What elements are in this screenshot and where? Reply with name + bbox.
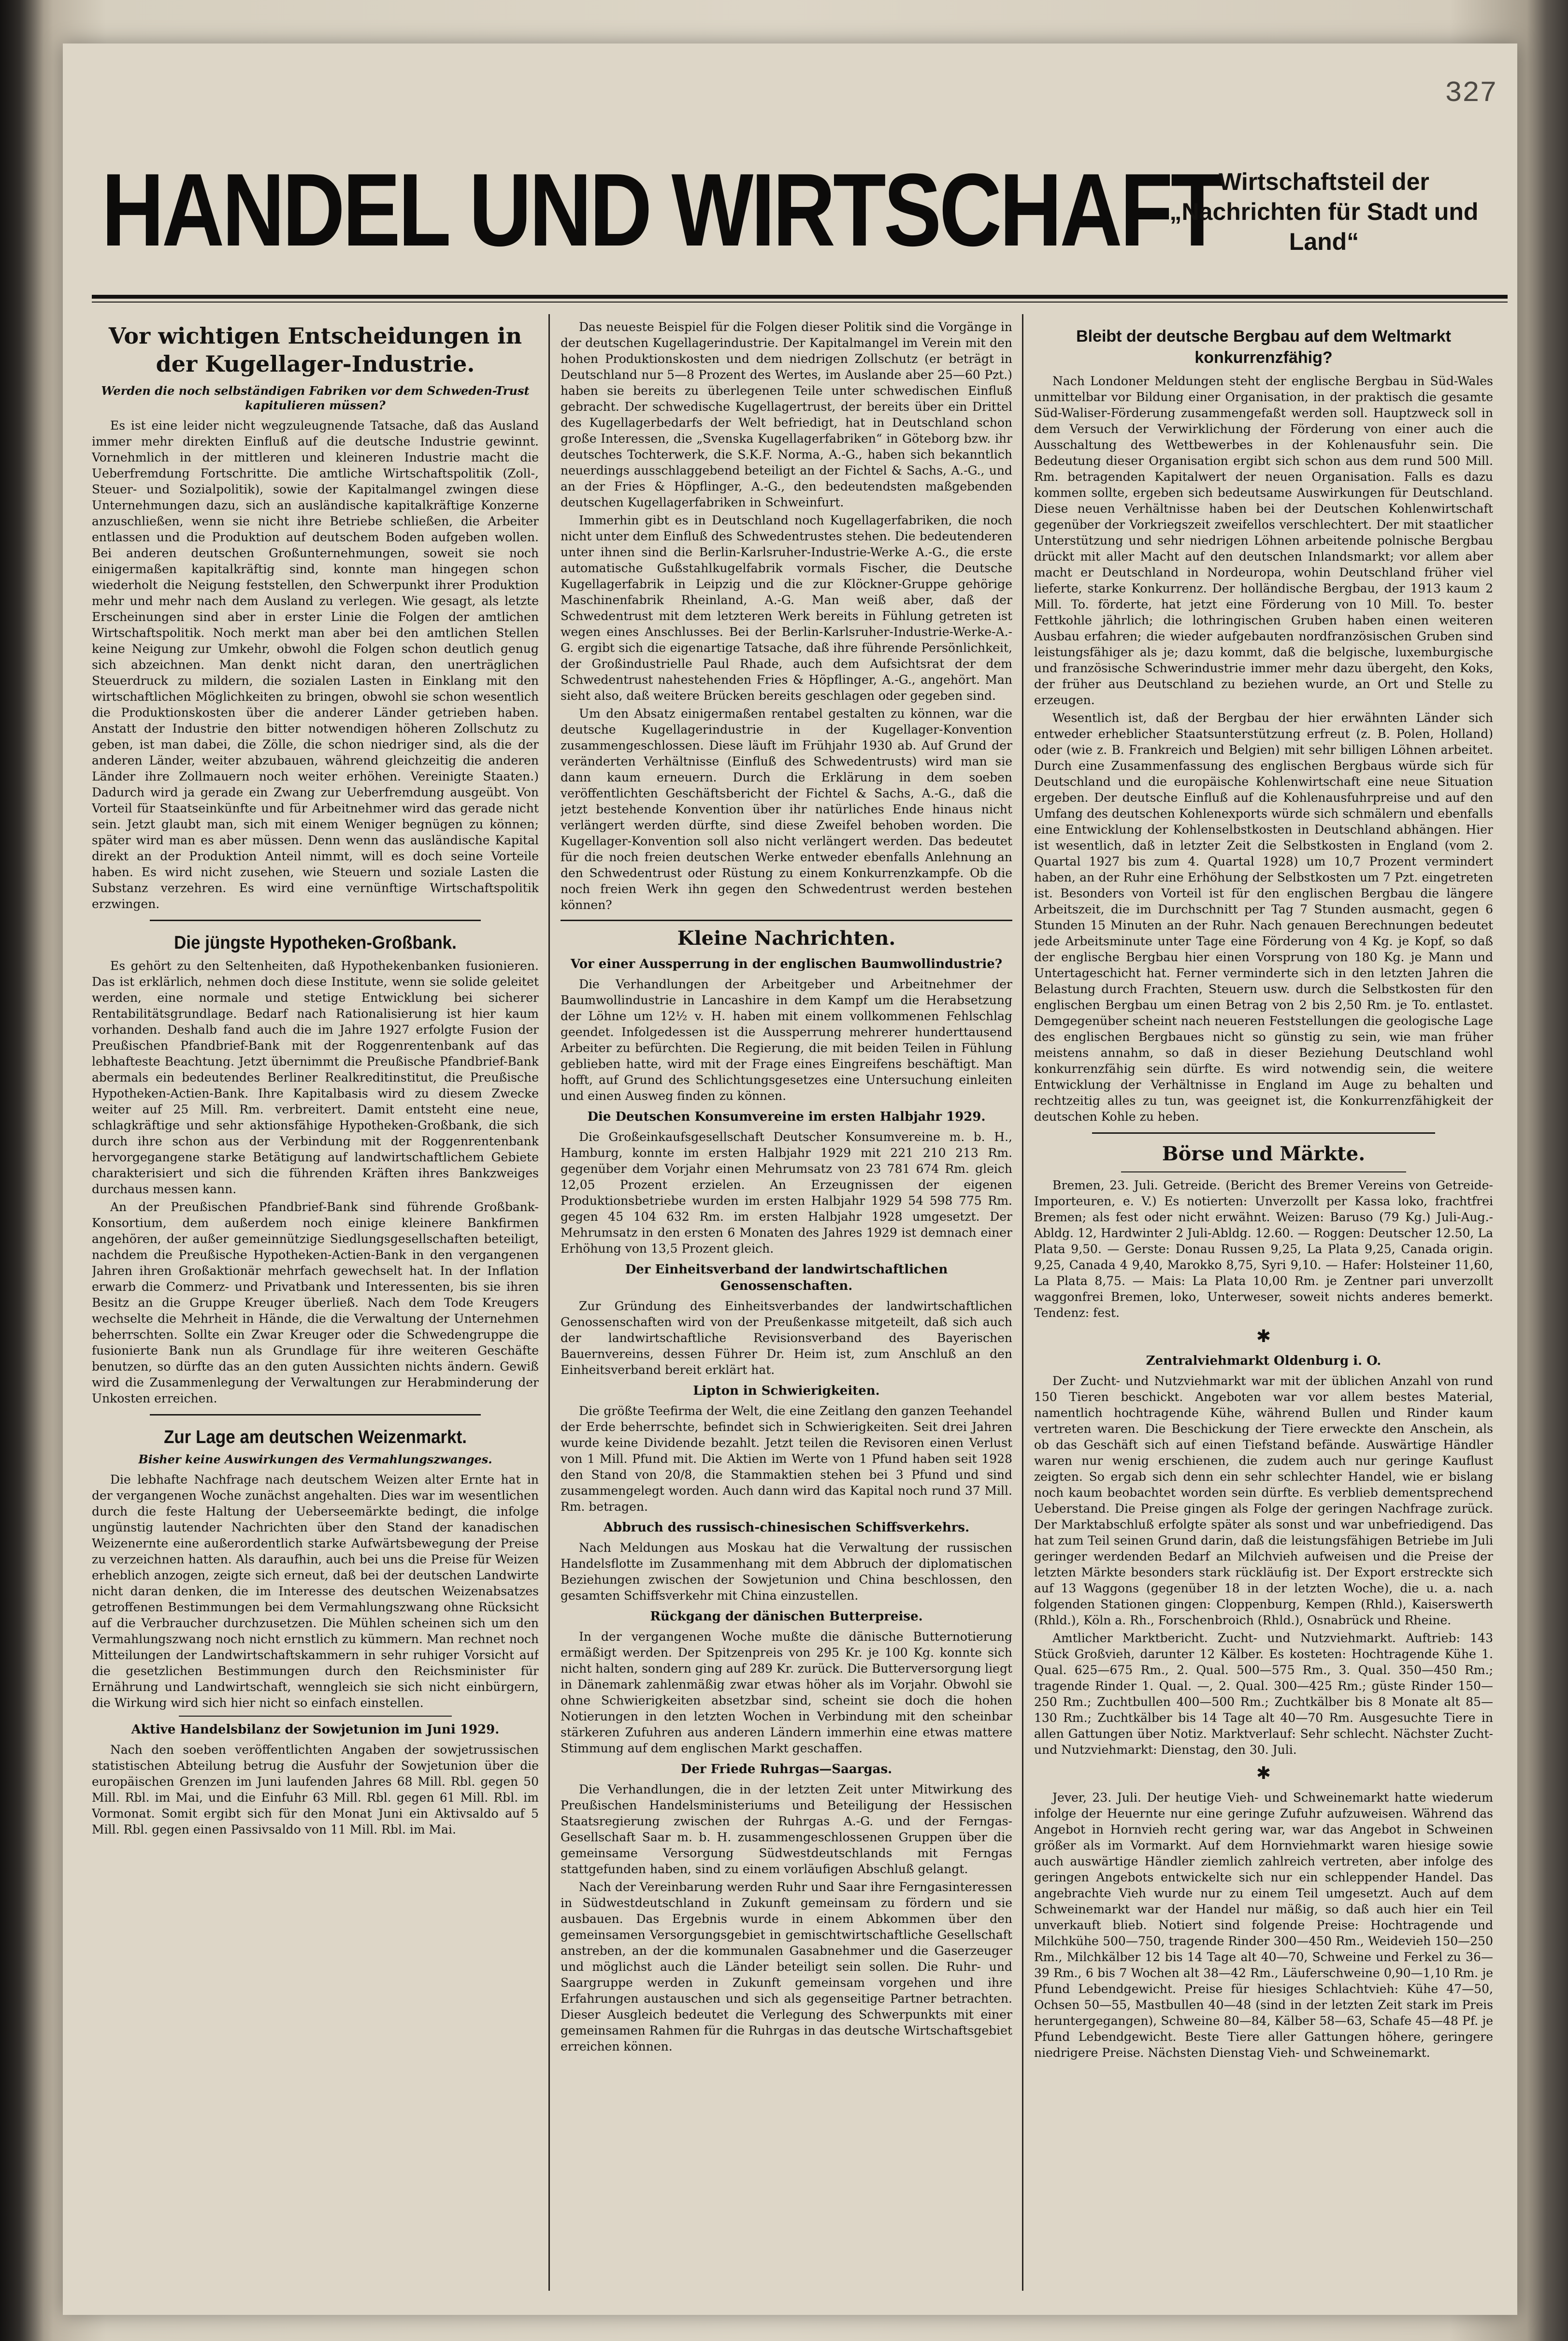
article-headline: Die jüngste Hypotheken-Großbank. xyxy=(174,933,457,953)
column-divider-1 xyxy=(548,314,550,2291)
article-separator xyxy=(150,1414,481,1416)
market-report-paragraph: Bremen, 23. Juli. Getreide. (Bericht des Bremer Vereins von Getreide-Importeuren, e. V.) Es notierten: Unverzollt per Kassa loko, frachtfrei Bremen; als fest oder nicht erwähnt. Weizen: Baruso (79 Kg.) Juli-Aug.-Abldg. 12, Hardwinter 2 Juli-Abldg. 12.60. — Roggen: Deutscher 12.50, La Plata 9,50. — Gerste: Donau Russen 9,25, La Plata 9,25, Canada origin. 9,25, Canada 4 9,40, Marokko 8,75, Syri 9,10. — Hafer: Holsteiner 11,60, La Plata 8,75. — Mais: La Plata 10,00 Rm. je Zentner pari unverzollt waggonfrei Bremen, loko, Unterweser, soweit nichts anderes bemerkt. Tendenz: fest. xyxy=(1034,1178,1493,1320)
market-report-paragraph: Jever, 23. Juli. Der heutige Vieh- und Schweinemarkt hatte wiederum infolge der Heuernte nur eine geringe Zufuhr aufzuweisen. Während das Angebot in Hornvieh recht gering war, war das Angebot in Schweinen größer als im Vormarkt. Auf dem Hornviehmarkt waren hiesige sowie auch auswärtige Händler ziemlich zahlreich vertreten, aber infolge des geringen Angebots entwickelte sich nur ein schleppender Handel. Das angebrachte Vieh wurde nur zu einem Teil umgesetzt. Auch auf dem Schweinemarkt war der Handel nur mäßig, so daß auch hier ein Teil unverkauft blieb. Notiert sind folgende Preise: Hochtragende und Milchkühe 500—750, tragende Rinder 300—450 Rm., Weidevieh 150—250 Rm., Milchkälber 12 bis 14 Tage alt 40—70, Schweine und Ferkel zu 36—39 Rm., 6 bis 7 Wochen alt 38—42 Rm., Läuferschweine 0,90—1,10 Rm. je Pfund Lebendgewicht. Preise für hiesiges Schlachtvieh: Kühe 47—50, Ochsen 50—55, Mastbullen 40—48 (sind in der letzten Zeit stark im Preis heruntergegangen), Schweine 80—84, Kälber 58—63, Schafe 45—48 Pf. je Pfund Lebendgewicht. Beste Tiere aller Gattungen höhere, geringere niedrigere Preise. Nächsten Dienstag Vieh- und Schweinemarkt. xyxy=(1034,1791,1493,2060)
market-report-paragraph: Amtlicher Marktbericht. Zucht- und Nutzviehmarkt. Auftrieb: 143 Stück Großvieh, darunter 12 Kälber. Es kosteten: Hochtragende Kühe 1. Qual. 625—675 Rm., 2. Qual. 500—575 Rm., 3. Qual. 350—450 Rm.; tragende Rinder 1. Qual. —, 2. Qual. 300—425 Rm.; güste Rinder 150—250 Rm.; Zuchtbullen 400—500 Rm.; Zuchtkälber bis 8 Monate alt 85—130 Rm.; Zuchtkälber bis 14 Tage alt 40—70 Rm. Ausgesuchte Tiere in allen Gattungen über Notiz. Marktverlauf: Sehr schlecht. Nächster Zucht- und Nutzviehmarkt: Dienstag, den 30. Juli. xyxy=(1034,1631,1493,1757)
article-separator xyxy=(150,920,481,921)
section-masthead-title: HANDEL UND WIRTSCHAFT xyxy=(101,152,1222,268)
subtitle-line-2: „Nachrichten für Stadt und Land“ xyxy=(1169,198,1479,255)
masthead-rule-thin xyxy=(92,302,1508,303)
article-paragraph: An der Preußischen Pfandbrief-Bank sind führende Großbank-Konsortium, dem außerdem noch einige kleinere Bankfirmen angehören, der außer gemeinnützige Siedlungsgesellschaften beteiligt, nachdem die Preußische Hypotheken-Actien-Bank in den vergangenen Jahren ihren Großaktionär mehrfach gewechselt hat. In der Inflation erwarb die Commerz- und Privatbank und Interessenten, bis sie ihren Besitz an die Gruppe Kreuger überließ. Nach dem Tode Kreugers wechselte die Mehrheit in Hände, die die Verwaltung der Unternehmen beherrschten. Sollte ein Zwar Kreuger oder die Schwedengruppe die fusionierte Bank nun als Grundlage für ihre weiteren Geschäfte benutzen, so dürfte das an den guten Aussichten nichts ändern. Gewiß wird die Zusammenlegung der Verwaltungen zur Herabminderung der Unkosten erreichen. xyxy=(92,1200,539,1405)
section-masthead-subtitle xyxy=(1140,167,1508,257)
news-item-headline: Aktive Handelsbilanz der Sowjetunion im Juni 1929. xyxy=(131,1722,500,1737)
article-headline: Bleibt der deutsche Bergbau auf dem Weltmarkt konkurrenzfähig? xyxy=(1076,327,1451,367)
news-item-headline: Abbruch des russisch-chinesischen Schiffsverkehrs. xyxy=(603,1520,970,1535)
section-headline: Kleine Nachrichten. xyxy=(677,927,896,950)
news-item-headline: Lipton in Schwierigkeiten. xyxy=(693,1384,880,1398)
news-item-headline: Rückgang der dänischen Butterpreise. xyxy=(650,1609,923,1624)
column-divider-2 xyxy=(1022,314,1023,2291)
article-headline: Zur Lage am deutschen Weizenmarkt. xyxy=(164,1427,467,1447)
newspaper-page xyxy=(63,43,1517,2315)
asterisk-separator: ✱ xyxy=(1256,1327,1271,1346)
news-item-headline: Vor einer Aussperrung in der englischen Baumwollindustrie? xyxy=(570,957,1003,971)
column-3 xyxy=(1034,319,1493,2300)
article-paragraph: Die Verhandlungen, die in der letzten Zeit unter Mitwirkung des Preußischen Handelsministeriums und Beteiligung der Hessischen Staatsregierung zwischen der Ruhrgas A.-G. und der Ferngas-Gesellschaft Saar m. b. H. zusammengeschlossenen Gruppen über die gemeinsame Versorgung Südwestdeutschlands mit Ferngas stattgefunden haben, sind zu einem vorläufigen Abschluß gelangt. xyxy=(561,1782,1012,1876)
column-1 xyxy=(92,319,539,2300)
article-paragraph: Die lebhafte Nachfrage nach deutschem Weizen alter Ernte hat in der vergangenen Woche zunächst angehalten. Dies war im wesentlichen durch die feste Haltung der Ueberseemärkte bedingt, die infolge ungünstig lautender Nachrichten über den Stand der kanadischen Weizenernte eine außerordentlich starke Aufwärtsbewegung der Preise zu verzeichnen hatten. Als daraufhin, auch bei uns die Preise für Weizen erheblich anzogen, zeigte sich erneut, daß bei der deutschen Landwirte nicht daran denken, die im Interesse des deutschen Weizenabsatzes getroffenen Bestimmungen bei dem Vermahlungszwang ohne Rücksicht auf die Verbraucher durchzusetzen. Die Mühlen scheinen sich um den Vermahlungszwang noch nicht ernstlich zu kümmern. Man rechnet noch Mitteilungen der Landwirtschaftskammern in sehr ruhiger Vorsicht auf die gesetzlichen Bestimmungen durch den Reichsminister für Ernährung und Landwirtschaft, wenngleich sie sich nicht einbürgern, die Wirkung wird sich hier nicht so einfach einstellen. xyxy=(92,1473,539,1710)
section-separator xyxy=(561,920,1012,921)
article-paragraph: Nach der Vereinbarung werden Ruhr und Saar ihre Ferngasinteressen in Südwestdeutschland in Zukunft gemeinsam zu fördern und sie ausbauen. Das Ergebnis wurde in einem Abkommen über den gemeinsamen Versorgungsgebiet in gemischtwirtschaftliche Gesellschaft anstreben, an der die kommunalen Gasabnehmer und die Gaserzeuger und möglichst auch die Länder beteiligt sein sollen. Die Ruhr- und Saargruppe werden in Zukunft gemeinsam vorgehen und ihre Erfahrungen austauschen und sich als gegenseitige Partner betrachten. Dieser Ausgleich bedeutet die Verlegung des Schwerpunkts mit einer gemeinsamen Rahmen für die Ruhrgas in das deutsche Wirtschaftsgebiet erreichen können. xyxy=(561,1880,1012,2053)
article-paragraph: Nach Londoner Meldungen steht der englische Bergbau in Süd-Wales unmittelbar vor Bildung einer Organisation, in der praktisch die gesamte Süd-Waliser-Förderung zusammengefaßt werden soll. Hauptzweck soll in dem Versuch der Verwirklichung der Förderung von einer auch die Ausschaltung des Wettbewerbes in der Kohlenausfuhr sein. Die Bedeutung dieser Organisation ergibt sich schon aus dem rund 500 Mill. Rm. betragenden Kapitalwert der neuen Organisation. Falls es dazu kommen sollte, ergeben sich bedeutsame Auswirkungen für Deutschland. Diese neuen Verhältnisse haben bei der Deutschen Kohlenwirtschaft gegenüber der Vorkriegszeit zweifellos verschlechtert. Der mit staatlicher Unterstützung und sehr niedrigen Löhnen arbeitende polnische Bergbau drückt mit aller Macht auf den deutschen Inlandsmarkt; vor allem aber macht er Deutschland in Nordeuropa, wohin Deutschland früher viel lieferte, starke Konkurrenz. Der holländische Bergbau, der 1913 kaum 2 Mill. To. förderte, hat jetzt eine Förderung von 10 Mill. To. bester Fettkohle jährlich; die lothringischen Gruben haben einen weiteren Ausbau erfahren; die wieder aufgebauten nordfranzösischen Gruben sind leistungsfähiger als je; dazu kommt, daß die belgische, luxemburgische und französische Schwerindustrie immer mehr dazu übergeht, den Koks, der früher aus Deutschland zu beziehen wurde, an Ort und Stelle zu erzeugen. xyxy=(1034,374,1493,707)
news-item-headline: Der Friede Ruhrgas—Saargas. xyxy=(680,1762,892,1777)
news-item-headline: Die Deutschen Konsumvereine im ersten Halbjahr 1929. xyxy=(587,1110,986,1124)
article-paragraph: In der vergangenen Woche mußte die dänische Butternotierung ermäßigt werden. Der Spitzenpreis von 295 Kr. je 100 Kg. konnte sich nicht halten, sondern ging auf 289 Kr. zurück. Die Butterversorgung liegt in Dänemark zahlenmäßig zwar etwas höher als im Vorjahr. Obwohl sie ohne Schwierigkeiten absetzbar sind, scheint sie doch die hohen Notierungen in den letzten Wochen in Verbindung mit den scheinbar stärkeren Zufuhren aus anderen Ländern immerhin eine etwas mattere Stimmung auf dem englischen Markt geschaffen. xyxy=(561,1630,1012,1755)
article-headline: Vor wichtigen Entscheidungen in der Kugellager-Industrie. xyxy=(108,323,522,377)
news-item-headline: Zentralviehmarkt Oldenburg i. O. xyxy=(1146,1354,1381,1368)
article-paragraph: Es ist eine leider nicht wegzuleugnende Tatsache, daß das Ausland immer mehr direkten Einfluß auf die deutsche Industrie gewinnt. Vornehmlich in der mittleren und kleineren Industrie macht die Ueberfremdung Fortschritte. Die amtliche Wirtschaftspolitik (Zoll-, Steuer- und Sozialpolitik), sowie der Kapitalmangel zwingen diese Unternehmungen dazu, sich an ausländische kapitalkräftige Konzerne anzuschließen, wenn sie nicht ihre Betriebe schließen, die Arbeiter entlassen und die Produktion auf deutschem Boden aufgeben wollen. Bei anderen deutschen Großunternehmungen, soweit sie noch einigermaßen kapitalkräftig sind, konnte man hingegen schon wiederholt die Neigung feststellen, den Schwerpunkt ihrer Produktion mehr und mehr nach dem Ausland zu verlegen. Wie gesagt, als letzte Erscheinungen sind aber in erster Linie die Folgen der amtlichen Wirtschaftspolitik. Noch merkt man aber bei den amtlichen Stellen keine Neigung zur Umkehr, obwohl die Folgen schon deutlich genug sich abzeichnen. Man denkt nicht daran, den unerträglichen Steuerdruck zu mildern, die sozialen Lasten in Einklang mit den wirtschaftlichen Möglichkeiten zu bringen, obwohl sie schon wesentlich die Produktionskosten über die anderer Länder getrieben haben. Anstatt der Industrie den bitter notwendigen höheren Zollschutz zu geben, ist man dabei, die Zölle, die schon niedriger sind, als die der anderen Länder, weiter abzubauen, während gleichzeitig die anderen Länder ihre Zollmauern noch weiter erhöhen. Vereinigte Staaten.) Dadurch wird ja gerade ein Zwang zur Ueberfremdung ausgeübt. Von Vorteil für Staatseinkünfte und für Arbeitnehmer wird das gerade nicht sein. Jetzt glaubt man, sich mit einem Weniger begnügen zu können; später wird man es aber müssen. Denn wenn das ausländische Kapital direkt an der Produktion Anteil nimmt, will es doch seine Vorteile haben. Es wird nicht zusehen, wie Steuern und soziale Lasten die Substanz verzehren. Es wird eine vernünftige Wirtschaftspolitik erzwingen. xyxy=(92,419,539,911)
column-2 xyxy=(561,319,1012,2300)
article-subheadline: Werden die noch selbständigen Fabriken vor dem Schweden-Trust kapitulieren müssen? xyxy=(101,384,530,412)
article-paragraph: Nach den soeben veröffentlichten Angaben der sowjetrussischen statistischen Abteilung betrug die Ausfuhr der Sowjetunion über die europäischen Grenzen im Juni laufenden Jahres 68 Mill. Rbl. gegen 50 Mill. Rbl. im Mai, und die Einfuhr 63 Mill. Rbl. gegen 61 Mill. Rbl. im Vormonat. Somit ergibt sich für den Monat Juni ein Aktivsaldo auf 5 Mill. Rbl. gegen einen Passivsaldo von 11 Mill. Rbl. im Mai. xyxy=(92,1743,539,1836)
article-paragraph: Die Verhandlungen der Arbeitgeber und Arbeitnehmer der Baumwollindustrie in Lancashire in dem Kampf um die Herabsetzung der Löhne um 12½ v. H. haben mit einem vollkommenen Fehlschlag geendet. Infolgedessen ist die Aussperrung mehrerer hunderttausend Arbeiter zu befürchten. Die Regierung, die mit beiden Teilen in Fühlung geblieben hatte, wird mit der Frage eines Eingreifens beschäftigt. Man hofft, auf Grund des Schlichtungsgesetzes eine Untersuchung einleiten und einen Ausweg finden zu können. xyxy=(561,977,1012,1103)
subtitle-line-1: Wirtschaftsteil der xyxy=(1219,168,1429,195)
article-paragraph: Nach Meldungen aus Moskau hat die Verwaltung der russischen Handelsflotte im Zusammenhang mit dem Abbruch der diplomatischen Beziehungen zwischen der Sowjetunion und China beschlossen, den gesamten Schiffsverkehr mit China einzustellen. xyxy=(561,1541,1012,1603)
headline-underline xyxy=(1121,1171,1406,1172)
market-report-paragraph: Der Zucht- und Nutzviehmarkt war mit der üblichen Anzahl von rund 150 Tieren beschickt. Angeboten war vor allem bestes Material, namentlich hochtragende Kühe, während Bullen und Rinder kaum vertreten waren. Die Beschickung der Tiere erweckte den Anschein, als ob das Geschäft sich auf einen Tiefstand befände. Auswärtige Händler waren nur wenig erschienen, die zudem auch nur geringe Kauflust zeigten. So ergab sich denn ein sehr schlechter Handel, wie er bislang noch kaum beobachtet worden sein dürfte. Es verblieb dementsprechend Ueberstand. Die Preise gingen als Folge der geringen Nachfrage zurück. Der Marktabschluß erfolgte später als sonst und war unbefriedigend. Das hat zum Teil seinen Grund darin, daß die leistungsfähigen Betriebe im Juli geringer werdenden Bedarf an Milchvieh aufweisen und die Preise der letzten Märkte besonders stark rückläufig ist. Der Export erstreckte sich auf 13 Waggons (gegenüber 18 in der letzten Woche), die u. a. nach folgenden Stationen gingen: Cloppenburg, Kempen (Rhld.), Kaiserswerth (Rhld.), Köln a. Rh., Forschenbroich (Rhld.), Osnabrück und Rheine. xyxy=(1034,1374,1493,1627)
article-paragraph: Um den Absatz einigermaßen rentabel gestalten zu können, war die deutsche Kugellagerindustrie in der Kugellager-Konvention zusammengeschlossen. Diese läuft im Frühjahr 1930 ab. Auf Grund der veränderten Verhältnisse (Einfluß des Schwedentrusts) wird man sie dann kaum erneuern. Durch die Erklärung in dem soeben veröffentlichten Geschäftsbericht der Fichtel & Sachs, A.-G., daß die jetzt bestehende Konvention über ihr natürliches Ende hinaus nicht verlängert werden dürfte, sind diese Zweifel behoben worden. Die Kugellager-Konvention soll also nicht verlängert werden. Das bedeutet für die noch freien deutschen Werke entweder ebenfalls Anlehnung an den Schwedentrust oder Rüstung zu einem Konkurrenzkampfe. Ob die noch freien Werk ihn gegen den Schwedentrust werden bestehen können? xyxy=(561,707,1012,912)
article-separator xyxy=(1092,1132,1435,1134)
article-paragraph: Das neueste Beispiel für die Folgen dieser Politik sind die Vorgänge in der deutschen Kugellagerindustrie. Der Kapitalmangel im Verein mit den hohen Produktionskosten und dem niedrigen Zollschutz (er beträgt in Deutschland nur 5—8 Prozent des Wertes, im Auslande aber 25—60 Pzt.) haben sie bereits zu überlegenen Teile unter schwedischen Einfluß gebracht. Der schwedische Kugellagertrust, der bereits über ein Drittel des Kugellagerbedarfs der Welt befriedigt, hat in Deutschland schon große Interessen, die „Svenska Kugellagerfabriken“ in Göteborg bzw. ihr deutsches Tochterwerk, die S.K.F. Norma, A.-G., haben sich bekanntlich neuerdings ausschlaggebend beteiligt an der Fichtel & Sachs, A.-G., und an der Fries & Höpflinger, A.-G., den bedeutendsten maßgebenden deutschen Kugellagerfabriken in Schweinfurt. xyxy=(561,320,1012,509)
masthead-rule xyxy=(92,295,1508,299)
news-item-headline: Der Einheitsverband der landwirtschaftlichen Genossenschaften. xyxy=(625,1262,948,1293)
article-paragraph: Die Großeinkaufsgesellschaft Deutscher Konsumvereine m. b. H., Hamburg, konnte im ersten Halbjahr 1929 mit 221 210 213 Rm. gegenüber dem Vorjahr einen Mehrumsatz von 23 781 674 Rm. gleich 12,05 Prozent erzielen. An Erzeugnissen der eigenen Produktionsbetriebe wurden im ersten Halbjahr 1929 54 598 775 Rm. gegen 45 104 632 Rm. im ersten Halbjahr 1928 umgesetzt. Der Mehrumsatz in den ersten 6 Monaten des Jahres 1929 ist demnach einer Erhöhung von 13,5 Prozent gleich. xyxy=(561,1130,1012,1256)
page-number: 327 xyxy=(1445,77,1497,110)
binding-shadow xyxy=(0,0,53,2341)
article-subheadline: Bisher keine Auswirkungen des Vermahlungszwanges. xyxy=(138,1452,492,1466)
article-paragraph: Die größte Teefirma der Welt, die eine Zeitlang den ganzen Teehandel der Erde beherrschte, befindet sich in Schwierigkeiten. Seit drei Jahren wurde keine Dividende bezahlt. Jetzt teilen die Revisoren einen Verlust von 1 Mill. Pfund mit. Die Aktien im Werte von 1 Pfund haben seit 1928 den Stand von 20/8, die Stammaktien stehen bei 3 Pfund und sind zusammengelegt worden. Auch dann wird das Kapital noch rund 37 Mill. Rm. betragen. xyxy=(561,1404,1012,1514)
section-headline: Börse und Märkte. xyxy=(1162,1142,1366,1165)
article-separator xyxy=(179,1716,452,1717)
article-paragraph: Wesentlich ist, daß der Bergbau der hier erwähnten Länder sich entweder erheblicher Staatsunterstützung erfreut (z. B. Polen, Holland) oder (wie z. B. Frankreich und Belgien) mit sehr billigen Löhnen arbeitet. Durch eine Zusammenfassung des englischen Bergbaus würde sich für Deutschland und die europäische Kohlenwirtschaft eine neue Situation ergeben. Der deutsche Einfluß auf die Kohlenausfuhrpreise und auf den Umfang des deutschen Kohlenexports würde sich schmälern und ebenfalls eine Entwicklung der Kohlenselbstkosten in Deutschland abhängen. Hier ist wesentlich, daß in letzter Zeit die Selbstkosten in England (vom 2. Quartal 1927 bis zum 4. Quartal 1928) um 10,7 Prozent vermindert haben, an der Ruhr eine Erhöhung der Selbstkosten um 7 Pzt. eingetreten ist. Besonders von Vorteil ist für den englischen Bergbau die längere Arbeitszeit, die im Durchschnitt per Tag 7 Stunden ausmacht, gegen 6 Stunden 15 Minuten an der Ruhr. Nach genauen Berechnungen bedeutet jede Arbeitsminute unter Tage eine Förderung von 4 Kg. je Kopf, so daß der englische Bergbau hier einen Vorsprung von 180 Kg. je Mann und Untertageschicht hat. Ferner verminderte sich in den letzten Jahren die Belastung durch Frachten, Steuern usw. durch die Selbstkosten für den englischen Bergbau um einen Betrag von 2 bis 2,50 Rm. je To. entlastet. Demgegenüber scheint nach neueren Feststellungen die geologische Lage des englischen Bergbaues nicht so günstig zu sein, wie man früher meistens annahm, so daß in dieser Beziehung Deutschland wohl konkurrenzfähig sein dürfte. Es wird notwendig sein, die weitere Entwicklung der Verhältnisse in England im Auge zu behalten und rechtzeitig alles zu tun, was geeignet ist, die Konkurrenzfähigkeit der deutschen Kohle zu heben. xyxy=(1034,711,1493,1124)
article-paragraph: Zur Gründung des Einheitsverbandes der landwirtschaftlichen Genossenschaften wird von der Preußenkasse mitgeteilt, daß sich auch der landwirtschaftliche Revisionsverband des Bayerischen Bauernvereins, dessen Führer Dr. Heim ist, zum Anschluß an den Einheitsverband bereit erklärt hat. xyxy=(561,1299,1012,1377)
asterisk-separator: ✱ xyxy=(1256,1763,1271,1783)
article-paragraph: Immerhin gibt es in Deutschland noch Kugellagerfabriken, die noch nicht unter dem Einfluß des Schwedentrustes stehen. Die bedeutenderen unter ihnen sind die Berlin-Karlsruher-Industrie-Werke A.-G., die erste automatische Gußstahlkugelfabrik vormals Fischer, die Deutsche Kugellagerfabrik in Leipzig und die zur Klöckner-Gruppe gehörige Maschinenfabrik Rheinland, A.-G. Man weiß aber, daß der Schwedentrust mit dem letzteren Werk bereits in Fühlung getreten ist wegen eines Anschlusses. Bei der Berlin-Karlsruher-Industrie-Werke-A.-G. ergibt sich die eigenartige Tatsache, daß ihre führende Persönlichkeit, der Großindustrielle Paul Rhade, auch dem Aufsichtsrat der dem Schwedentrust nahestehenden Fries & Höpflinger, A.-G., angehört. Man sieht also, daß weitere Brücken bereits geschlagen oder gegeben sind. xyxy=(561,513,1012,703)
article-paragraph: Es gehört zu den Seltenheiten, daß Hypothekenbanken fusionieren. Das ist erklärlich, nehmen doch diese Institute, wenn sie solide geleitet werden, eine normale und stetige Entwicklung bei sicherer Rentabilitätsgrundlage. Bedarf nach Rationalisierung ist hier kaum vorhanden. Deshalb fand auch die im Jahre 1927 erfolgte Fusion der Preußischen Pfandbrief-Bank mit der Roggenrentenbank auf das lebhafteste Beachtung. Jetzt übernimmt die Preußische Pfandbrief-Bank abermals ein bedeutendes Berliner Realkreditinstitut, die Preußische Hypotheken-Actien-Bank. Ihre Kapitalbasis wird zu diesem Zwecke weiter auf 25 Mill. Rm. verbreitert. Damit entsteht eine neue, schlagkräftige und sehr aktionsfähige Hypotheken-Großbank, die sich durch ihre schon aus der Verbindung mit der Roggenrentenbank hervorgegangene starke Betätigung auf landwirtschaftlichem Gebiete charakterisiert und sich die führenden Kräften ihres Bankzweiges durchaus messen kann. xyxy=(92,959,539,1196)
